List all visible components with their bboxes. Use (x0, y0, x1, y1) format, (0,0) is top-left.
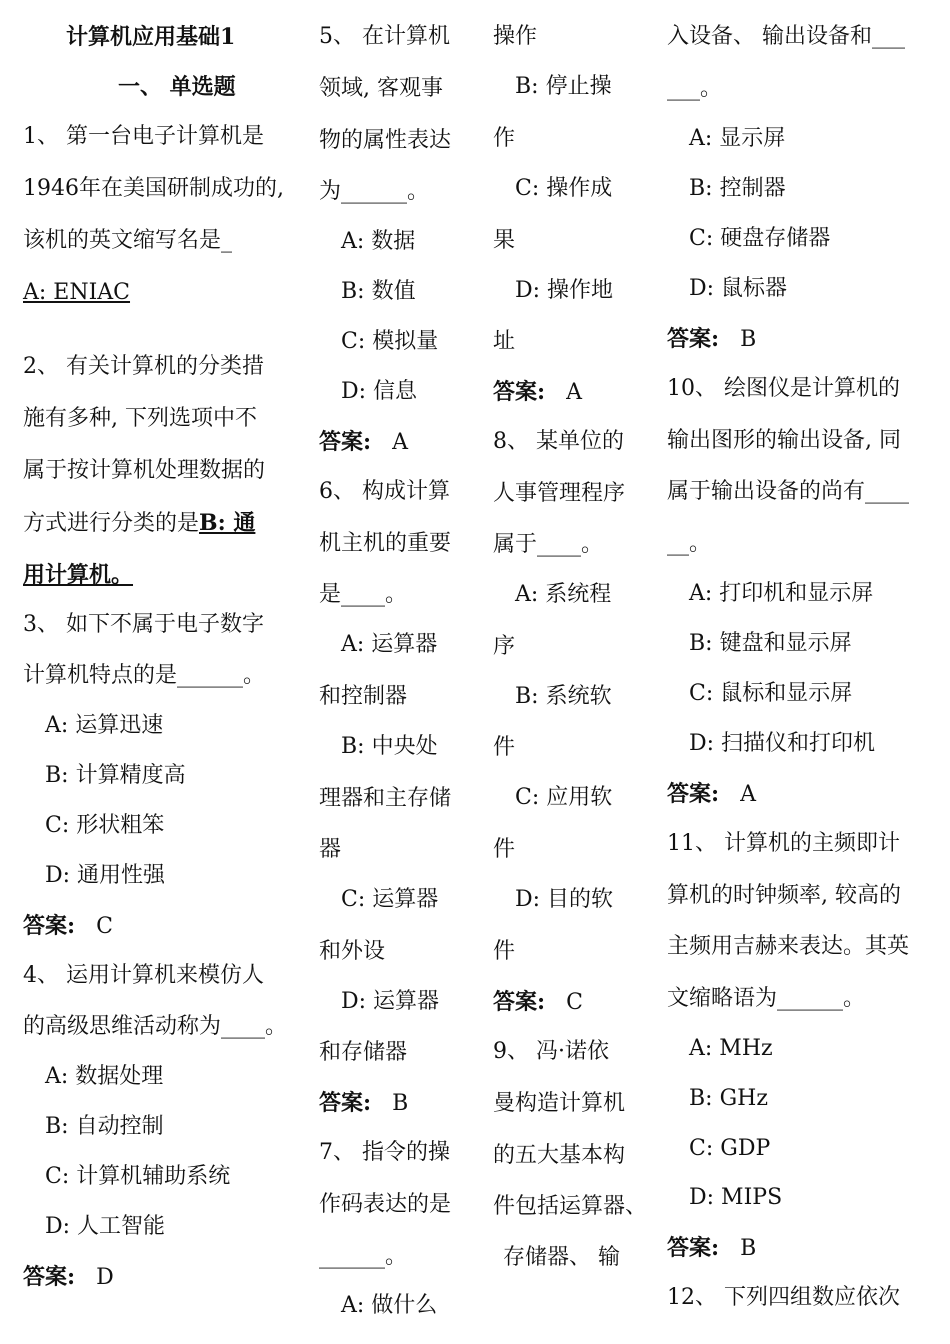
q6-option-c-2: 和外设 (319, 939, 386, 964)
q7-option-c-1: C: 操作成 (515, 176, 613, 201)
q2-answer-part2: 用计算机。 (23, 562, 134, 588)
q8-option-a-1: A: 系统程 (515, 582, 612, 607)
q10-option-b: B: 键盘和显示屏 (689, 631, 852, 656)
q6-answer-value: B (392, 1091, 409, 1116)
q11-option-a: A: MHz (689, 1036, 773, 1061)
q8-option-d-1: D: 目的软 (515, 887, 614, 912)
q5-line2: 领域, 客观事 (319, 76, 443, 101)
q7-line2: 作码表达的是 (319, 1192, 452, 1217)
q7-option-a-1: A: 做什么 (341, 1293, 438, 1318)
q10-line2: 输出图形的输出设备, 同 (667, 428, 901, 453)
q7-line3: ______。 (319, 1244, 408, 1269)
q2-answer-part1: B: 通 (199, 510, 256, 536)
q7-option-a-2: 操作 (493, 24, 538, 49)
q9-option-a: A: 显示屏 (689, 126, 786, 151)
q8-answer (493, 987, 583, 1018)
q5-answer-value: A (392, 430, 408, 455)
q10-line3: 属于输出设备的尚有____ (667, 479, 910, 504)
q8-line3: 属于____。 (493, 532, 604, 557)
q3-line1: 3、 如下不属于电子数字 (23, 612, 264, 637)
q9-answer-label: 答案: (667, 326, 720, 352)
q6-line2: 机主机的重要 (319, 531, 452, 556)
q5-line3: 物的属性表达 (319, 128, 452, 153)
q4-option-a: A: 数据处理 (45, 1064, 164, 1089)
q9-option-c: C: 硬盘存储器 (689, 226, 831, 251)
q8-option-b-2: 件 (493, 735, 516, 760)
q9-option-d: D: 鼠标器 (689, 276, 788, 301)
q7-answer (493, 377, 582, 408)
q10-answer-value: A (740, 782, 756, 807)
q3-answer-value: C (96, 914, 113, 939)
q2-line4-text: 方式进行分类的是 (23, 511, 200, 536)
q3-option-b: B: 计算精度高 (45, 763, 186, 788)
q10-answer-label: 答案: (667, 781, 720, 807)
q8-option-b-1: B: 系统软 (515, 684, 612, 709)
q9-line1: 9、 冯·诺依 (493, 1039, 609, 1064)
q4-line1: 4、 运用计算机来模仿人 (23, 963, 264, 988)
q5-answer (319, 427, 408, 458)
q5-option-c: C: 模拟量 (341, 329, 439, 354)
q1-line1: 1、 第一台电子计算机是 (23, 124, 264, 149)
q10-answer (667, 779, 756, 810)
q10-option-a: A: 打印机和显示屏 (689, 581, 874, 606)
q5-answer-label: 答案: (319, 429, 372, 455)
q8-line2: 人事管理程序 (493, 481, 626, 506)
q7-answer-value: A (566, 380, 582, 405)
q4-option-b: B: 自动控制 (45, 1114, 164, 1139)
q6-answer-label: 答案: (319, 1090, 372, 1116)
q6-option-b-2: 理器和主存储 (319, 786, 452, 811)
q5-option-a: A: 数据 (341, 229, 416, 254)
section-heading: 一、 单选题 (118, 74, 236, 100)
q6-option-b-3: 器 (319, 837, 342, 862)
q9-line2: 曼构造计算机 (493, 1091, 626, 1116)
q6-line3: 是____。 (319, 582, 408, 607)
q6-option-b-1: B: 中央处 (341, 734, 438, 759)
q4-answer-value: D (96, 1265, 114, 1290)
q8-option-a-2: 序 (493, 634, 516, 659)
q8-answer-value: C (566, 990, 583, 1015)
q9-line6: 入设备、 输出设备和___ (667, 24, 905, 49)
q5-option-b: B: 数值 (341, 279, 416, 304)
q8-option-d-2: 件 (493, 939, 516, 964)
q3-option-c: C: 形状粗笨 (45, 813, 165, 838)
q9-line5: 存储器、 输 (503, 1245, 620, 1270)
q6-option-d-2: 和存储器 (319, 1040, 408, 1065)
q6-answer (319, 1088, 408, 1119)
q8-answer-label: 答案: (493, 989, 546, 1015)
q5-option-d: D: 信息 (341, 379, 418, 404)
q2-line2: 施有多种, 下列选项中不 (23, 406, 257, 431)
q9-answer (667, 324, 756, 355)
q11-line3: 主频用吉赫来表达。其英 (667, 934, 910, 959)
q1-line3: 该机的英文缩写名是_ (23, 228, 233, 253)
q6-option-d-1: D: 运算器 (341, 989, 440, 1014)
q7-option-c-2: 果 (493, 228, 516, 253)
q9-line4: 件包括运算器、 (493, 1194, 648, 1219)
q8-line1: 8、 某单位的 (493, 429, 624, 454)
q4-line2: 的高级思维活动称为____。 (23, 1014, 288, 1039)
q7-line1: 7、 指令的操 (319, 1140, 450, 1165)
q11-answer-value: B (740, 1236, 757, 1261)
q7-option-d-2: 址 (493, 329, 516, 354)
q11-line4: 文缩略语为______。 (667, 986, 866, 1011)
q6-line1: 6、 构成计算 (319, 479, 450, 504)
q5-line1: 5、 在计算机 (319, 24, 450, 49)
q11-line1: 11、 计算机的主频即计 (667, 831, 900, 856)
q9-line7: ___。 (667, 76, 723, 101)
q4-option-d: D: 人工智能 (45, 1214, 166, 1239)
q11-line2: 算机的时钟频率, 较高的 (667, 883, 901, 908)
q2-line4 (23, 508, 255, 539)
q2-line1: 2、 有关计算机的分类措 (23, 354, 264, 379)
q3-option-a: A: 运算迅速 (45, 713, 164, 738)
q6-option-c-1: C: 运算器 (341, 887, 439, 912)
q11-option-d: D: MIPS (689, 1185, 783, 1210)
q8-option-c-2: 件 (493, 837, 516, 862)
q10-option-c: C: 鼠标和显示屏 (689, 681, 853, 706)
q11-option-c: C: GDP (689, 1136, 771, 1161)
q7-option-b-1: B: 停止操 (515, 74, 612, 99)
q10-line4: __。 (667, 531, 712, 556)
q3-answer-label: 答案: (23, 913, 76, 939)
q2-line3: 属于按计算机处理数据的 (23, 458, 266, 483)
q3-answer (23, 911, 113, 942)
q9-option-b: B: 控制器 (689, 176, 786, 201)
q10-option-d: D: 扫描仪和打印机 (689, 731, 876, 756)
q9-answer-value: B (740, 327, 757, 352)
q4-answer-label: 答案: (23, 1264, 76, 1290)
q8-option-c-1: C: 应用软 (515, 785, 613, 810)
q3-option-d: D: 通用性强 (45, 863, 166, 888)
q10-line1: 10、 绘图仪是计算机的 (667, 376, 900, 401)
q7-answer-label: 答案: (493, 379, 546, 405)
q11-answer (667, 1233, 756, 1264)
q12-line1: 12、 下列四组数应依次 (667, 1285, 900, 1310)
q9-line3: 的五大基本构 (493, 1143, 626, 1168)
q11-answer-label: 答案: (667, 1235, 720, 1261)
q4-option-c: C: 计算机辅助系统 (45, 1164, 231, 1189)
q1-line2: 1946年在美国研制成功的, (23, 176, 284, 201)
q6-option-a-1: A: 运算器 (341, 632, 438, 657)
q6-option-a-2: 和控制器 (319, 684, 408, 709)
q7-option-d-1: D: 操作地 (515, 278, 614, 303)
q7-option-b-2: 作 (493, 126, 516, 151)
q11-option-b: B: GHz (689, 1086, 768, 1111)
q1-answer: A: ENIAC (23, 280, 131, 305)
q4-answer (23, 1262, 114, 1293)
document-title: 计算机应用基础1 (66, 24, 236, 50)
q5-line4: 为______。 (319, 179, 430, 204)
q3-line2: 计算机特点的是______。 (23, 663, 266, 688)
